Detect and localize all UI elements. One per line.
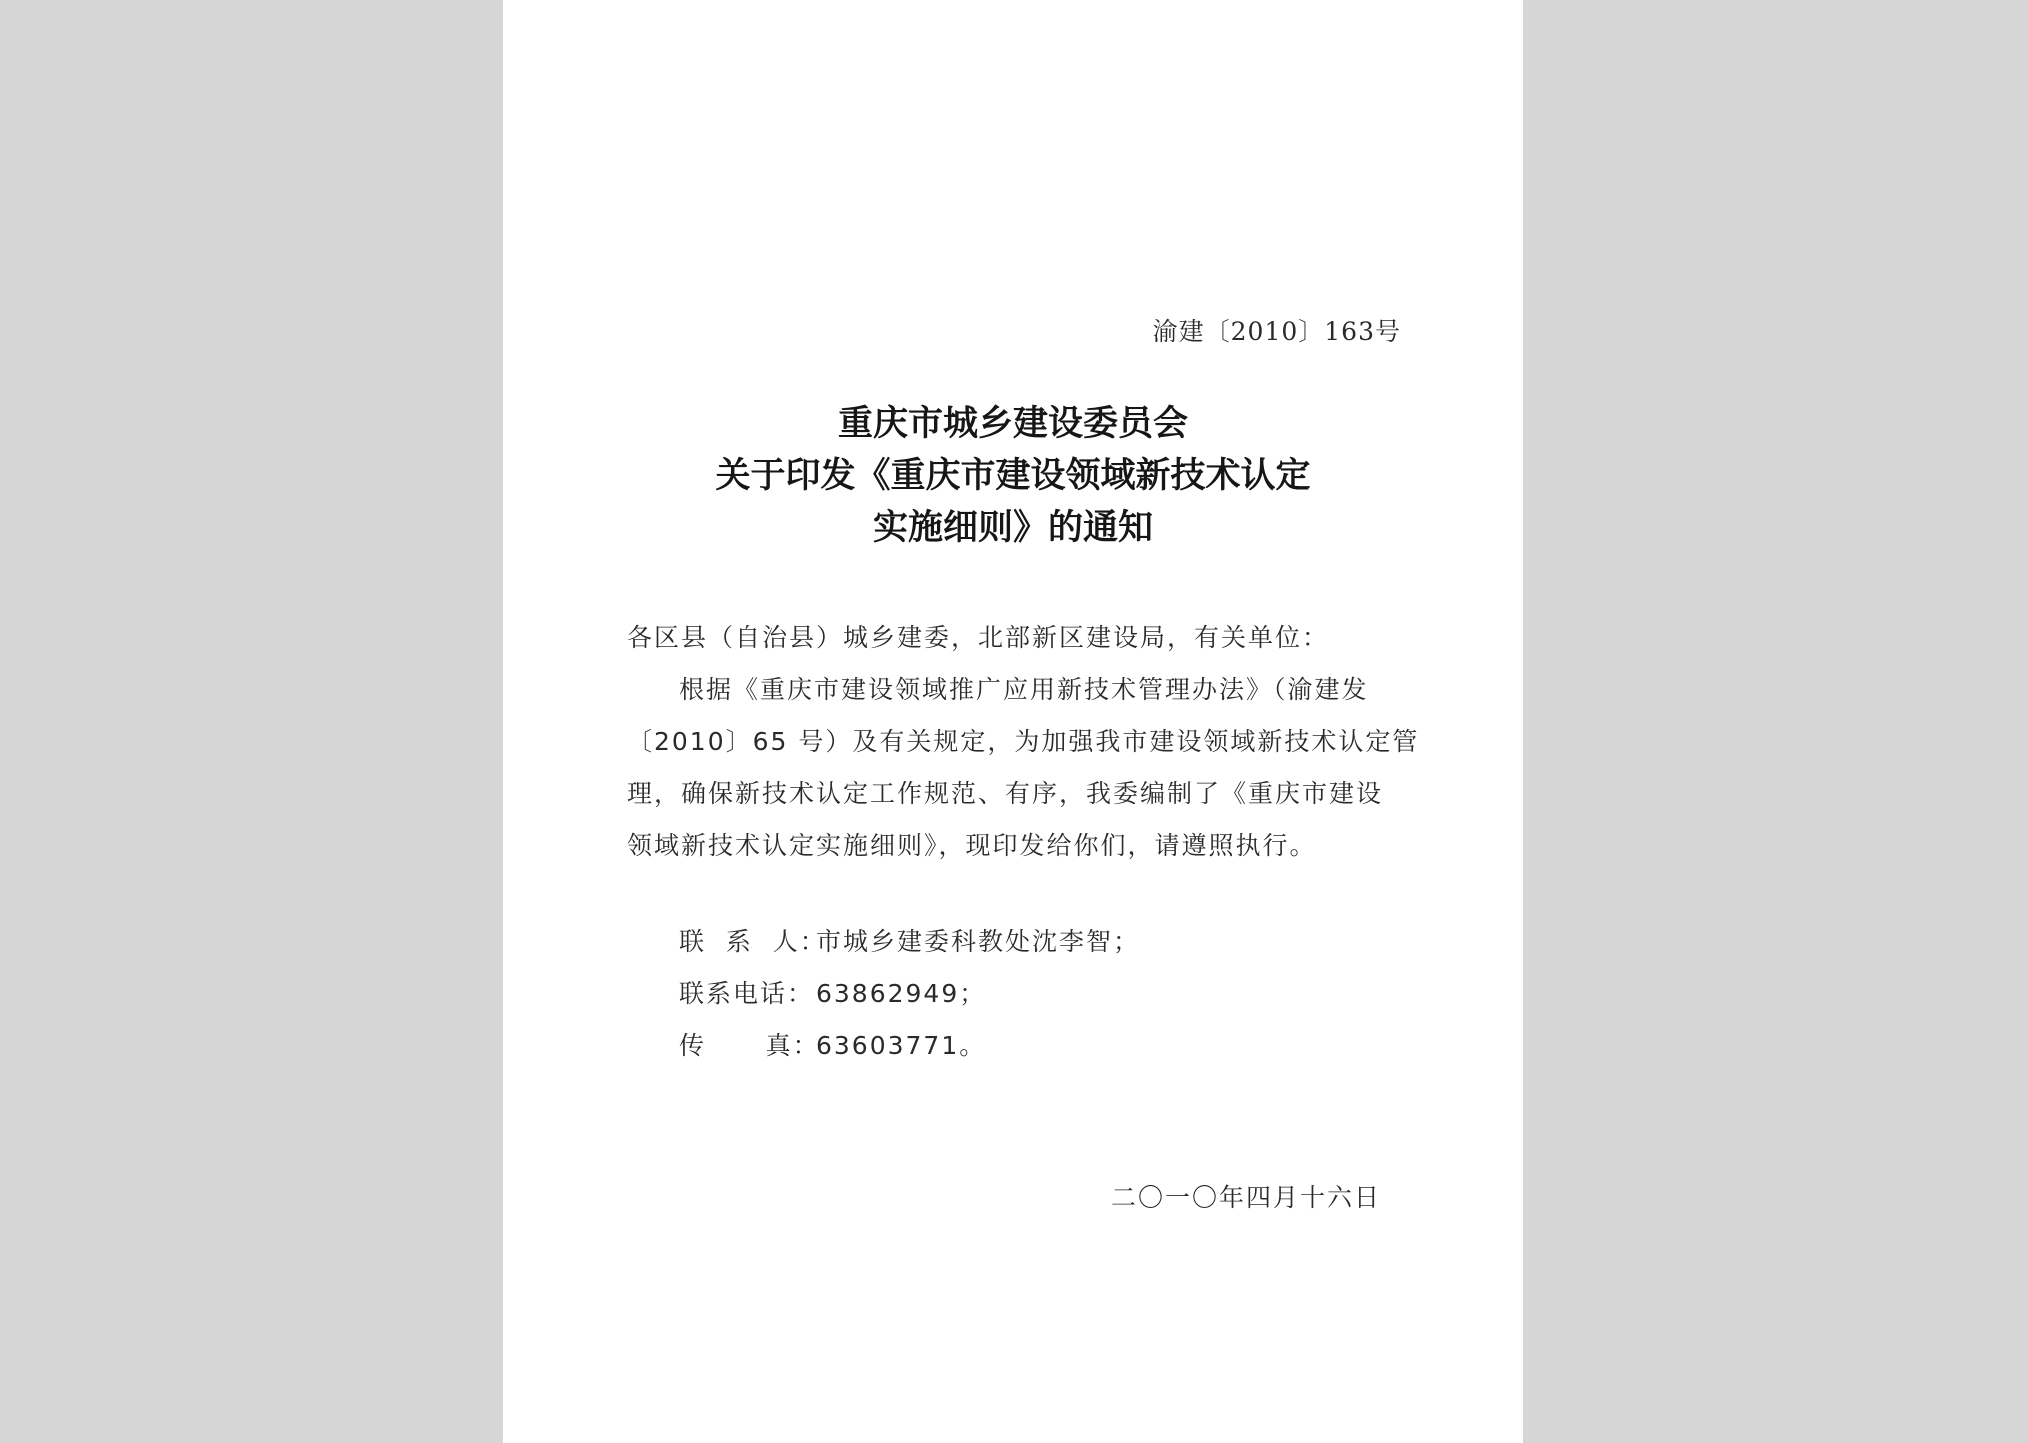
title-line: 重庆市城乡建设委员会 xyxy=(837,403,1188,444)
document-page xyxy=(503,0,1523,1443)
document-date: 二〇一〇年四月十六日 xyxy=(1110,1183,1381,1212)
contact-fax-label: 传 真： xyxy=(679,1031,820,1060)
document-number: 渝建〔2010〕163号 xyxy=(1152,317,1401,346)
contact-phone-label: 联系电话： xyxy=(679,979,815,1008)
body-line: 根据《重庆市建设领域推广应用新技术管理办法》（渝建发 xyxy=(679,675,1369,704)
body-line: 理，确保新技术认定工作规范、有序，我委编制了《重庆市建设 xyxy=(627,779,1384,808)
title-line: 关于印发《重庆市建设领域新技术认定 xyxy=(715,455,1311,496)
addressee: 各区县（自治县）城乡建委，北部新区建设局，有关单位： xyxy=(627,623,1330,652)
contact-person-row xyxy=(679,916,1140,968)
contact-phone-value: 63862949； xyxy=(816,979,987,1008)
contact-person-value: 市城乡建委科教处沈李智； xyxy=(816,927,1141,956)
contact-info xyxy=(679,916,1140,1072)
title-line: 实施细则》的通知 xyxy=(872,507,1153,548)
document-body xyxy=(627,612,1420,872)
contact-fax-row xyxy=(679,1020,1140,1072)
contact-phone-row xyxy=(679,968,1140,1020)
body-line: 领域新技术认定实施细则》，现印发给你们，请遵照执行。 xyxy=(627,831,1317,860)
body-line: 〔2010〕65 号）及有关规定，为加强我市建设领域新技术认定管 xyxy=(627,727,1420,756)
contact-fax-value: 63603771。 xyxy=(816,1031,987,1060)
contact-person-label: 联 系 人： xyxy=(679,927,827,956)
document-title xyxy=(503,398,1523,554)
